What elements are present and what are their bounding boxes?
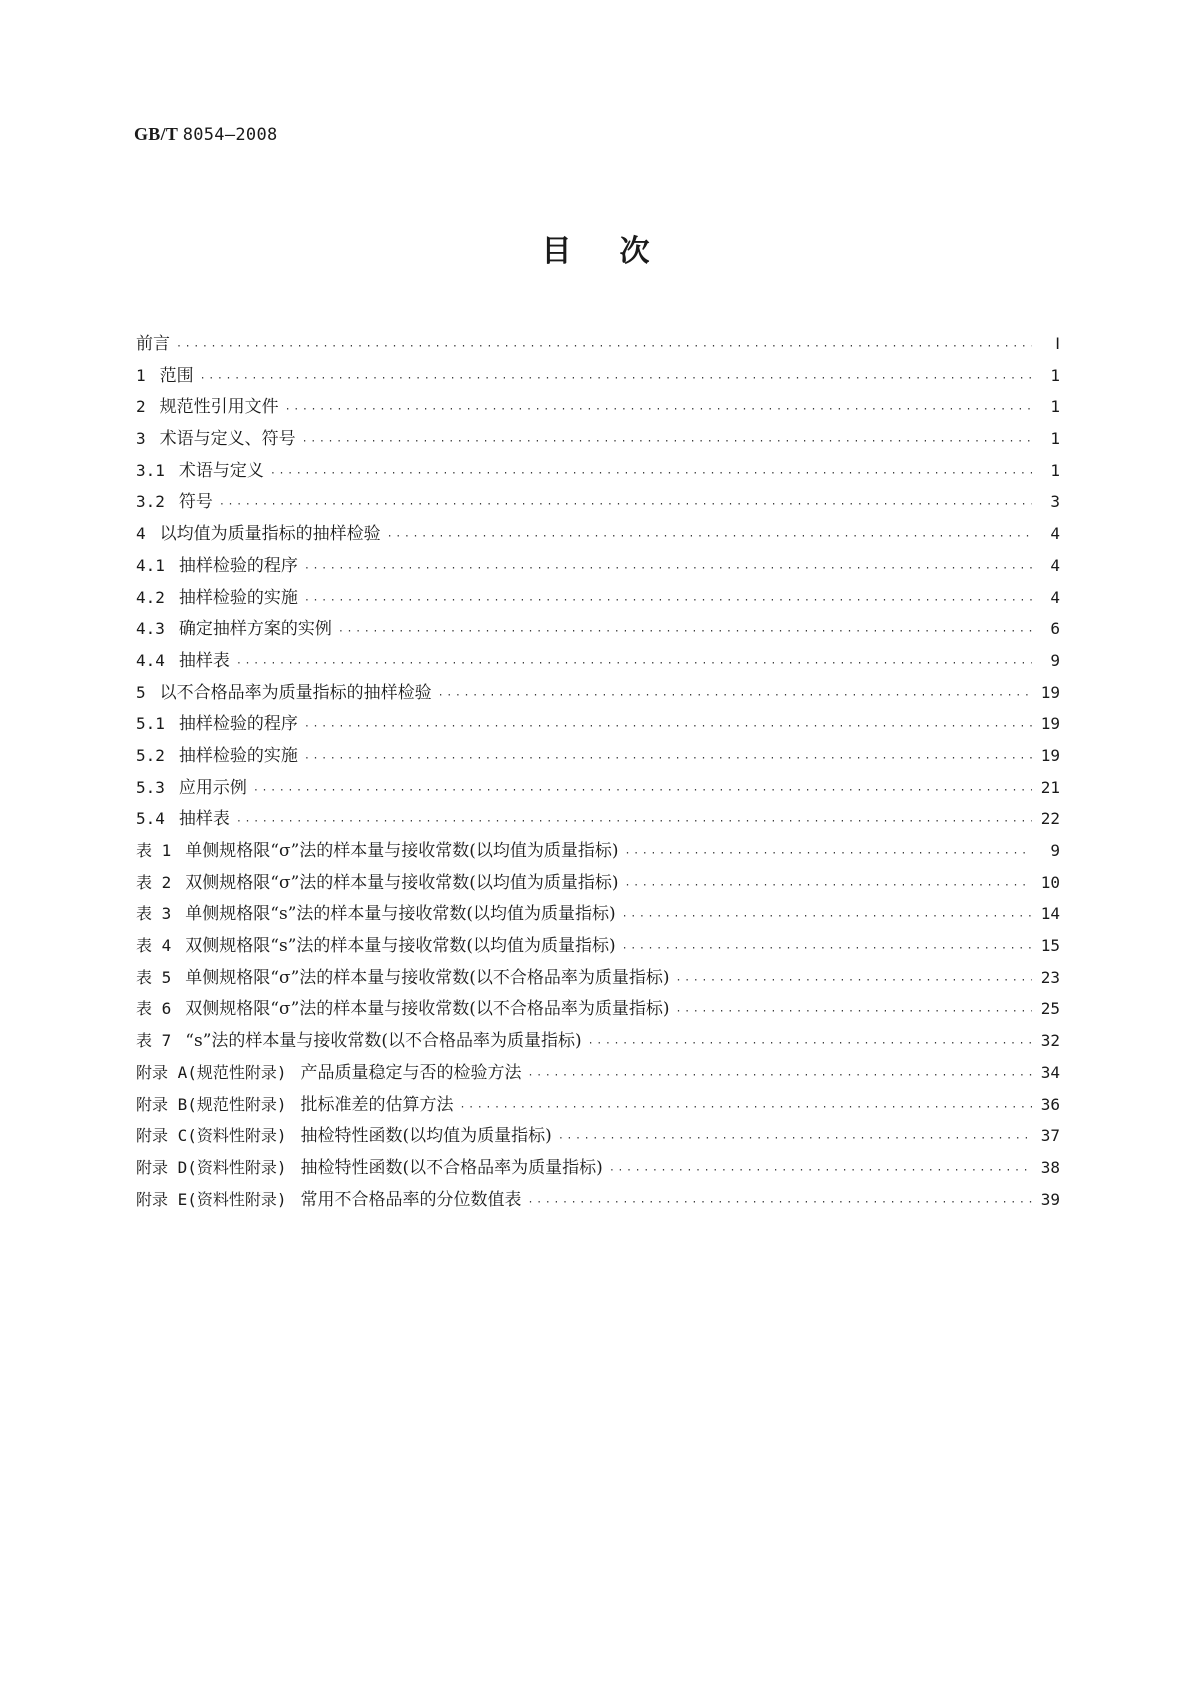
toc-section-label: 应用示例 <box>178 777 247 798</box>
toc-entry[interactable] <box>136 677 1060 709</box>
toc-leader-dots <box>285 394 1032 426</box>
toc-entry[interactable] <box>136 1120 1060 1152</box>
toc-section-number: 4 <box>136 524 146 544</box>
toc-leader-dots <box>622 933 1032 965</box>
toc-page-number: 1 <box>1050 365 1060 385</box>
toc-page-number: 1 <box>1050 429 1060 449</box>
toc-page-number: 4 <box>1050 555 1060 575</box>
toc-leader-dots <box>304 711 1032 743</box>
toc-entry-title <box>136 582 304 615</box>
toc-leader-dots <box>609 1155 1032 1187</box>
toc-page-number: 19 <box>1040 682 1060 702</box>
toc-page-number: Ⅰ <box>1055 334 1060 353</box>
toc-section-label: 以不合格品率为质量指标的抽样检验 <box>159 682 432 703</box>
toc-section-label: 双侧规格限“σ”法的样本量与接收常数(以均值为质量指标) <box>185 872 619 893</box>
toc-section-label: 术语与定义 <box>178 460 264 481</box>
toc-entry[interactable] <box>136 486 1060 518</box>
toc-entry-title <box>136 550 304 583</box>
toc-section-number: 4.2 <box>136 587 165 607</box>
toc-page-number: 10 <box>1040 872 1060 892</box>
toc-entry-title <box>136 962 676 995</box>
toc-page-number: 19 <box>1040 745 1060 765</box>
toc-entry[interactable] <box>136 835 1060 867</box>
toc-leader-dots <box>387 521 1032 553</box>
toc-entry[interactable] <box>136 962 1060 994</box>
toc-page-number: 9 <box>1050 650 1060 670</box>
toc-section-label: 抽样检验的程序 <box>178 714 298 735</box>
toc-leader-dots <box>302 426 1032 458</box>
toc-section-label: 术语与定义、符号 <box>159 429 296 450</box>
toc-entry-title <box>136 867 625 900</box>
toc-page-number: 38 <box>1040 1157 1060 1177</box>
toc-section-number: 表 3 <box>136 904 172 924</box>
toc-section-label: “s”法的样本量与接收常数(以不合格品率为质量指标) <box>185 1031 582 1052</box>
toc-leader-dots <box>625 870 1032 902</box>
toc-section-number: 3.2 <box>136 492 165 512</box>
toc-section-label: 单侧规格限“σ”法的样本量与接收常数(以均值为质量指标) <box>185 841 619 861</box>
toc-entry[interactable] <box>136 1152 1060 1184</box>
toc-entry[interactable] <box>136 328 1060 360</box>
toc-page-number: 15 <box>1040 936 1060 956</box>
toc-entry[interactable] <box>136 772 1060 804</box>
toc-section-label: 前言 <box>136 334 170 354</box>
toc-page-number: 1 <box>1050 460 1060 480</box>
toc-entry-title <box>136 518 387 551</box>
toc-entry-title <box>136 708 304 741</box>
toc-section-label: 双侧规格限“s”法的样本量与接收常数(以均值为质量指标) <box>185 936 616 957</box>
toc-section-number: 2 <box>136 397 146 417</box>
toc-section-number: 表 5 <box>136 967 172 987</box>
toc-section-label: 抽检特性函数(以不合格品率为质量指标) <box>300 1157 603 1178</box>
toc-leader-dots <box>588 1028 1032 1060</box>
toc-section-label: 单侧规格限“σ”法的样本量与接收常数(以不合格品率为质量指标) <box>185 967 670 988</box>
toc-section-number: 1 <box>136 365 146 385</box>
toc-entry[interactable] <box>136 1025 1060 1057</box>
toc-entry-title <box>136 1152 609 1185</box>
toc-leader-dots <box>236 806 1032 838</box>
toc-section-number: 5 <box>136 682 146 702</box>
toc-leader-dots <box>676 965 1032 997</box>
toc-page-number: 21 <box>1040 777 1060 797</box>
toc-entry-title <box>136 391 285 424</box>
toc-leader-dots <box>304 553 1032 585</box>
toc-page-number: 32 <box>1040 1031 1060 1051</box>
toc-leader-dots <box>528 1060 1032 1092</box>
toc-page-number: 14 <box>1040 904 1060 924</box>
toc-leader-dots <box>438 680 1032 712</box>
toc-leader-dots <box>270 458 1032 490</box>
toc-page-number: 3 <box>1050 492 1060 512</box>
toc-entry[interactable] <box>136 645 1060 677</box>
toc-section-label: 抽样检验的实施 <box>178 587 298 608</box>
toc-section-label: 符号 <box>178 492 213 513</box>
toc-entry[interactable] <box>136 1184 1060 1216</box>
toc-page-number: 23 <box>1040 967 1060 987</box>
toc-entry-title <box>136 803 236 836</box>
toc-entry[interactable] <box>136 708 1060 740</box>
toc-entry-title <box>136 1184 528 1217</box>
toc-leader-dots <box>304 585 1032 617</box>
toc-leader-dots <box>253 775 1032 807</box>
toc-page-number: 22 <box>1040 809 1060 829</box>
toc-section-number: 附录 D(资料性附录) <box>136 1157 287 1177</box>
toc-leader-dots <box>200 363 1032 395</box>
toc-section-number: 表 1 <box>136 841 172 860</box>
toc-entry[interactable] <box>136 391 1060 423</box>
toc-section-number: 5.3 <box>136 777 165 797</box>
toc-section-label: 以均值为质量指标的抽样检验 <box>159 524 381 545</box>
toc-leader-dots <box>219 489 1032 521</box>
toc-entry-title <box>136 835 625 868</box>
toc-entry[interactable] <box>136 1057 1060 1089</box>
toc-entry-title <box>136 613 338 646</box>
toc-section-label: 产品质量稳定与否的检验方法 <box>300 1062 522 1083</box>
toc-section-label: 范围 <box>159 365 194 386</box>
toc-section-label: 抽样检验的实施 <box>178 745 298 766</box>
toc-entry[interactable] <box>136 993 1060 1025</box>
toc-leader-dots <box>558 1123 1032 1155</box>
toc-section-label: 单侧规格限“s”法的样本量与接收常数(以均值为质量指标) <box>185 904 616 925</box>
toc-entry-title <box>136 993 676 1026</box>
toc-entry-title <box>136 329 176 361</box>
toc-section-label: 常用不合格品率的分位数值表 <box>300 1189 522 1210</box>
toc-entry[interactable] <box>136 360 1060 392</box>
toc-section-number: 附录 A(规范性附录) <box>136 1062 287 1082</box>
table-of-contents <box>136 328 1060 1215</box>
toc-entry[interactable] <box>136 740 1060 772</box>
toc-page-number: 34 <box>1040 1062 1060 1082</box>
toc-entry-title <box>136 898 622 931</box>
toc-leader-dots <box>304 743 1032 775</box>
toc-entry-title <box>136 423 302 456</box>
toc-page-number: 4 <box>1050 587 1060 607</box>
toc-entry-title <box>136 740 304 773</box>
toc-entry[interactable] <box>136 898 1060 930</box>
toc-entry[interactable] <box>136 550 1060 582</box>
toc-entry-title <box>136 455 270 488</box>
toc-section-number: 附录 E(资料性附录) <box>136 1189 287 1209</box>
toc-page-number: 39 <box>1040 1189 1060 1209</box>
toc-entry[interactable] <box>136 867 1060 899</box>
toc-section-number: 表 2 <box>136 872 172 892</box>
toc-section-label: 规范性引用文件 <box>159 397 279 418</box>
standard-number: 8054—2008 <box>182 125 278 145</box>
standard-prefix: GB/T <box>134 124 178 144</box>
toc-section-number: 4.1 <box>136 555 165 575</box>
toc-section-label: 抽样表 <box>178 650 230 671</box>
toc-entry-title <box>136 1120 558 1153</box>
toc-page-number: 36 <box>1040 1094 1060 1114</box>
toc-entry-title <box>136 645 236 678</box>
toc-entry-title <box>136 1089 460 1122</box>
toc-section-number: 4.4 <box>136 650 165 670</box>
toc-page-number: 1 <box>1050 397 1060 417</box>
toc-section-label: 双侧规格限“σ”法的样本量与接收常数(以不合格品率为质量指标) <box>185 999 670 1020</box>
toc-leader-dots <box>528 1187 1032 1219</box>
toc-section-label: 批标准差的估算方法 <box>300 1094 454 1115</box>
toc-entry-title <box>136 930 622 963</box>
toc-entry[interactable] <box>136 930 1060 962</box>
toc-section-number: 附录 B(规范性附录) <box>136 1094 287 1114</box>
toc-leader-dots <box>622 901 1032 933</box>
toc-section-number: 5.1 <box>136 714 165 734</box>
toc-entry-title <box>136 486 219 519</box>
toc-leader-dots <box>338 616 1032 648</box>
toc-section-label: 确定抽样方案的实例 <box>178 619 332 640</box>
toc-section-number: 附录 C(资料性附录) <box>136 1126 287 1146</box>
toc-entry-title <box>136 772 253 805</box>
toc-entry-title <box>136 677 438 710</box>
toc-entry-title <box>136 1057 528 1090</box>
toc-leader-dots <box>176 331 1032 363</box>
toc-page-number: 37 <box>1040 1126 1060 1146</box>
toc-entry-title <box>136 1025 588 1058</box>
toc-section-number: 5.2 <box>136 745 165 765</box>
standard-code <box>134 124 278 145</box>
toc-section-number: 3.1 <box>136 460 165 480</box>
toc-section-number: 表 7 <box>136 1031 172 1051</box>
toc-section-number: 3 <box>136 429 146 449</box>
toc-page-number: 4 <box>1050 524 1060 544</box>
toc-leader-dots <box>236 648 1032 680</box>
toc-entry[interactable] <box>136 518 1060 550</box>
toc-page-number: 19 <box>1040 714 1060 734</box>
toc-leader-dots <box>460 1092 1032 1124</box>
toc-section-number: 4.3 <box>136 619 165 639</box>
toc-entry[interactable] <box>136 455 1060 487</box>
toc-entry[interactable] <box>136 613 1060 645</box>
page-title: 目次 <box>541 234 698 269</box>
toc-section-number: 5.4 <box>136 809 165 829</box>
toc-entry[interactable] <box>136 582 1060 614</box>
toc-page-number: 6 <box>1050 619 1060 639</box>
toc-page-number: 9 <box>1050 841 1060 860</box>
toc-entry[interactable] <box>136 803 1060 835</box>
toc-section-number: 表 6 <box>136 999 172 1019</box>
toc-entry[interactable] <box>136 423 1060 455</box>
toc-page-number: 25 <box>1040 999 1060 1019</box>
toc-section-label: 抽样表 <box>178 809 230 830</box>
toc-entry[interactable] <box>136 1089 1060 1121</box>
toc-section-number: 表 4 <box>136 936 172 956</box>
toc-section-label: 抽检特性函数(以均值为质量指标) <box>300 1126 552 1147</box>
toc-section-label: 抽样检验的程序 <box>178 555 298 576</box>
toc-leader-dots <box>625 838 1032 870</box>
toc-leader-dots <box>676 996 1032 1028</box>
toc-entry-title <box>136 360 200 393</box>
